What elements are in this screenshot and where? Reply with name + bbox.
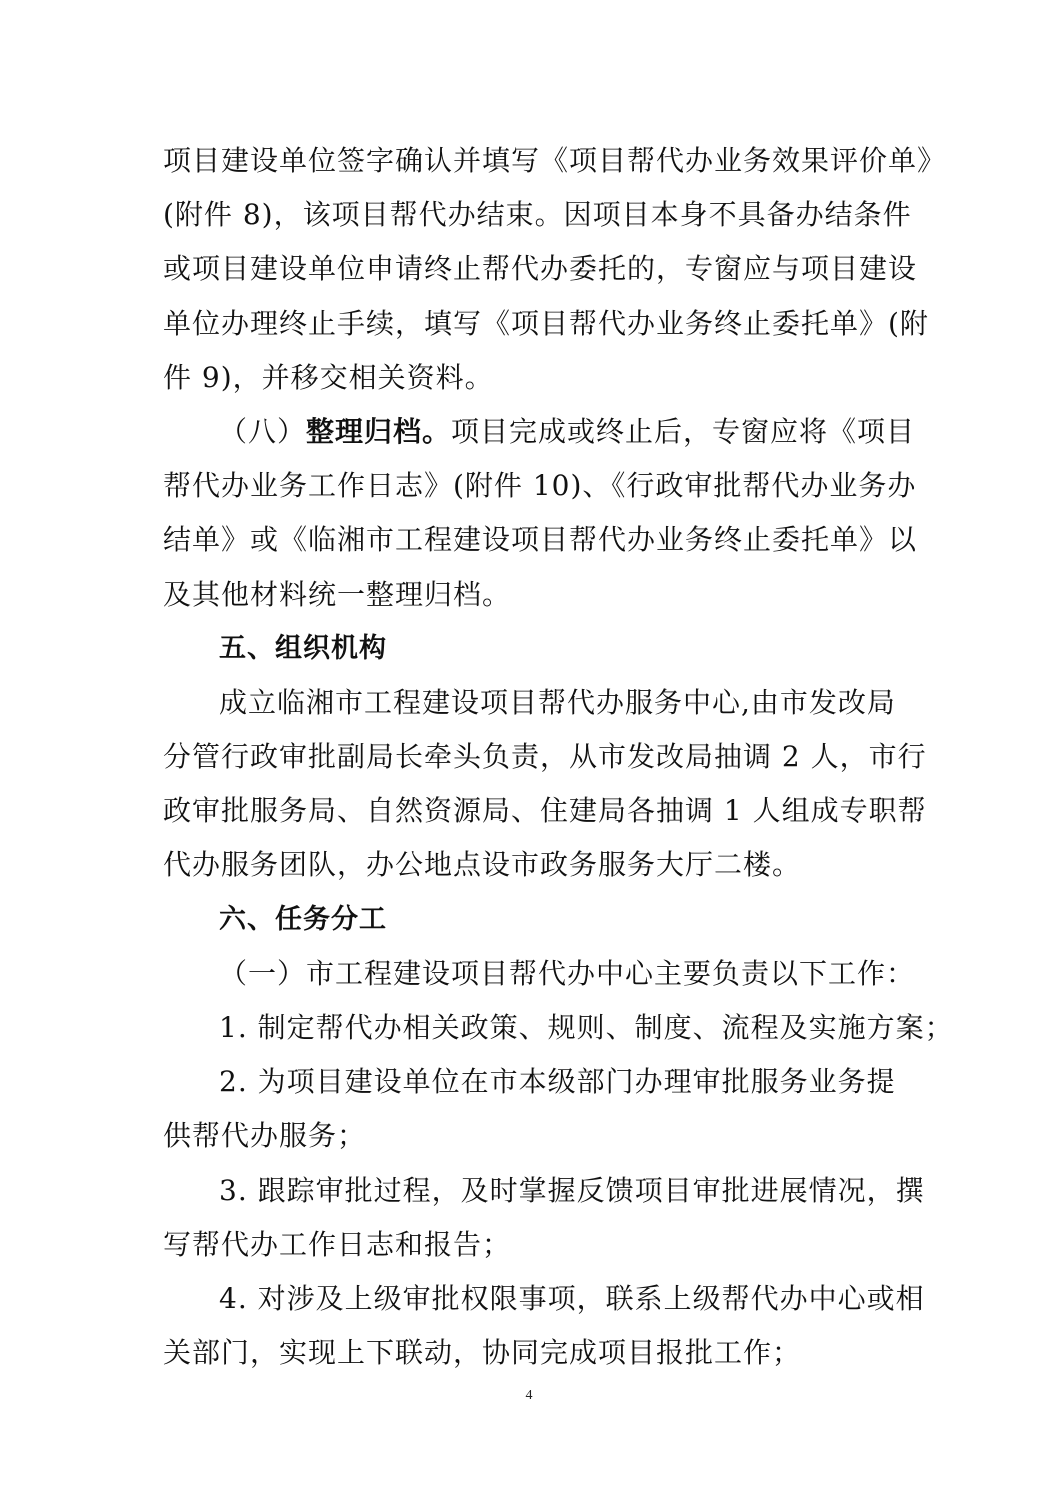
paragraph-line: 项目建设单位签字确认并填写《项目帮代办业务效果评价单》 [163, 144, 947, 177]
section-8-label: （八） [219, 414, 307, 448]
paragraph-line: (附件 8)，该项目帮代办结束。因项目本身不具备办结条件 [163, 198, 912, 232]
task-item-4: 4. 对涉及上级审批权限事项，联系上级帮代办中心或相 [219, 1281, 925, 1315]
section-heading-tasks: 六、任务分工 [219, 903, 387, 935]
task-item-3-continued: 写帮代办工作日志和报告； [163, 1227, 512, 1261]
task-item-2: 2. 为项目建设单位在市本级部门办理审批服务业务提 [219, 1065, 896, 1099]
task-item-2-continued: 供帮代办服务； [163, 1119, 367, 1153]
section-8-first-line [163, 405, 916, 459]
section-8-title: 整理归档。 [306, 414, 452, 448]
page-number: 4 [525, 1388, 533, 1403]
paragraph-line: 政审批服务局、自然资源局、住建局各抽调 1 人组成专职帮 [163, 794, 927, 828]
task-item-3: 3. 跟踪审批过程，及时掌握反馈项目审批进展情况，撰 [219, 1173, 925, 1207]
paragraph-line: 及其他材料统一整理归档。 [163, 577, 512, 611]
task-item-1: 1. 制定帮代办相关政策、规则、制度、流程及实施方案； [219, 1011, 954, 1044]
paragraph-line: 单位办理终止手续，填写《项目帮代办业务终止委托单》(附 [163, 306, 929, 340]
task-item-4-continued: 关部门，实现上下联动，协同完成项目报批工作； [163, 1336, 802, 1370]
paragraph-line: 代办服务团队，办公地点设市政务服务大厅二楼。 [163, 848, 802, 882]
paragraph-line: 或项目建设单位申请终止帮代办委托的，专窗应与项目建设 [163, 252, 918, 286]
paragraph-line: 件 9)，并移交相关资料。 [163, 360, 494, 394]
section-8-text: 项目完成或终止后，专窗应将《项目 [451, 414, 916, 448]
paragraph-line: 分管行政审批副局长牵头负责，从市发改局抽调 2 人，市行 [163, 740, 927, 774]
section-heading-organization: 五、组织机构 [219, 632, 387, 664]
paragraph-line: 帮代办业务工作日志》(附件 10)、《行政审批帮代办业务办 [163, 469, 917, 503]
document-body [163, 134, 954, 1380]
paragraph-line: 结单》或《临湘市工程建设项目帮代办业务终止委托单》以 [163, 523, 918, 557]
tasks-intro: （一）市工程建设项目帮代办中心主要负责以下工作： [219, 956, 916, 990]
paragraph-line: 成立临湘市工程建设项目帮代办服务中心,由市发改局 [219, 685, 896, 719]
